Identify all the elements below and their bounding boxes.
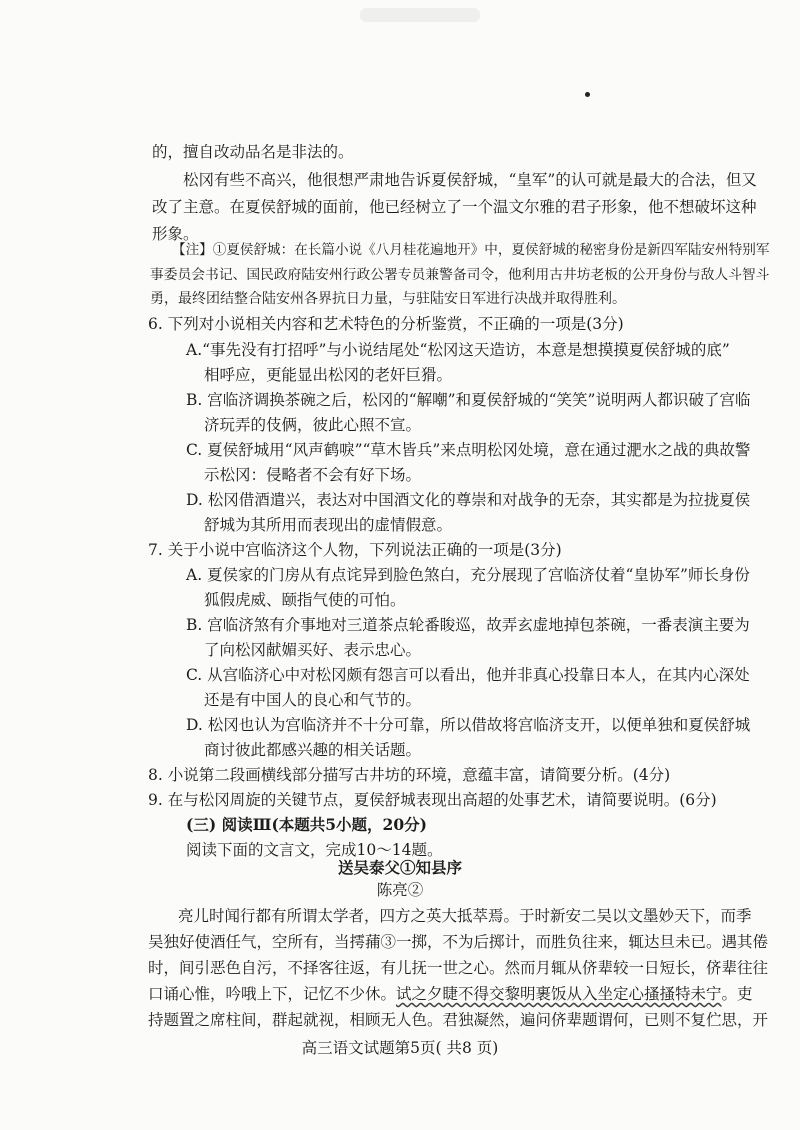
- ink-dot: [585, 92, 590, 97]
- question-8: 8. 小说第二段画横线部分描写古井坊的环境，意蕴丰富，请简要分析。(4分): [148, 766, 671, 784]
- passage-line: 的，擅自改动品名是非法的。: [152, 143, 354, 161]
- q7-option-a: A. 夏侯家的门房从有点诧异到脸色煞白，充分展现了宫临济仗着“皇协军”师长身份: [186, 566, 750, 584]
- classical-line: [148, 984, 753, 1004]
- q7-option-b-cont: 了向松冈献媚买好、表示忠心。: [204, 641, 422, 659]
- q7-option-d-cont: 商讨彼此都感兴趣的相关话题。: [204, 741, 422, 759]
- classical-line: 时，间引恶色自污，不择客往返，有儿抚一世之心。然而月辄从侪辈较一日短长，侪辈往往: [148, 959, 769, 977]
- classical-line: 亮儿时闻行都有所谓太学者，四方之英大抵萃焉。于时新安二吴以文墨妙天下，而季: [178, 907, 752, 925]
- section-heading: (三) 阅读Ⅲ(本题共5小题，20分): [186, 815, 427, 834]
- q7-option-c-cont: 还是有中国人的良心和气节的。: [204, 691, 422, 709]
- classical-line: 吴独好使酒任气，空所有，当摴蒱③一掷，不为后掷计，而胜负往来，辄达旦未已。遇其倦: [148, 933, 769, 951]
- classical-title: 送吴泰父①知县序: [337, 858, 462, 877]
- q7-option-a-cont: 狐假虎威、颐指气使的可怕。: [204, 591, 406, 609]
- question-9: 9. 在与松冈周旋的关键节点，夏侯舒城表现出高超的处事艺术，请简要说明。(6分): [148, 791, 717, 809]
- passage-line: 松冈有些不高兴，他很想严肃地告诉夏侯舒城，“皇军”的认可就是最大的合法，但又: [183, 171, 757, 189]
- passage-line: 改了主意。在夏侯舒城的面前，他已经树立了一个温文尔雅的君子形象，他不想破坏这种: [152, 198, 757, 216]
- footnote-line: 【注】①夏侯舒城：在长篇小说《八月桂花遍地开》中，夏侯舒城的秘密身份是新四军陆安州特别军: [172, 242, 770, 258]
- footnote-line: 事委员会书记、国民政府陆安州行政公署专员兼警备司令，他利用古井坊老板的公开身份与敌人斗智斗: [150, 267, 770, 283]
- q6-option-d-cont: 舒城为其所用而表现出的虚情假意。: [204, 516, 453, 534]
- q6-option-b-cont: 济玩弄的伎俩，彼此心照不宣。: [204, 416, 422, 434]
- scan-shadow: [360, 8, 480, 22]
- footnote-line: 勇，最终团结整合陆安州各界抗日力量，与驻陆安日军进行决战并取得胜利。: [150, 291, 626, 307]
- passage-line: 形象。: [152, 225, 199, 243]
- q6-option-c-cont: 示松冈：侵略者不会有好下场。: [204, 466, 422, 484]
- underlined-sentence: 试之夕睫不得交黎明裹饭从入坐定心搔搔特未宁: [396, 985, 722, 1003]
- q6-option-d: D. 松冈借酒遣兴，表达对中国酒文化的尊崇和对战争的无奈，其实都是为拉拢夏侯: [186, 491, 751, 509]
- classical-text: 口诵心惟，吟哦上下，记忆不少休。: [148, 985, 397, 1003]
- q7-option-c: C. 从宫临济心中对松冈颇有怨言可以看出，他并非真心投靠日本人，在其内心深处: [186, 666, 750, 684]
- q6-option-a-cont: 相呼应，更能显出松冈的老奸巨猾。: [204, 366, 453, 384]
- q7-option-d: D. 松冈也认为宫临济并不十分可靠，所以借故将宫临济支开，以便单独和夏侯舒城: [186, 716, 751, 734]
- classical-author: 陈亮②: [376, 881, 424, 899]
- section-instruction: 阅读下面的文言文，完成10～14题。: [186, 841, 443, 859]
- page-footer: 高三语文试题第5页( 共8 页): [301, 1039, 499, 1057]
- q6-option-b: B. 宫临济调换茶碗之后，松冈的“解嘲”和夏侯舒城的“笑笑”说明两人都识破了宫临: [186, 391, 751, 409]
- q7-option-b: B. 宫临济煞有介事地对三道茶点轮番睃巡，故弄玄虚地掉包茶碗，一番表演主要为: [186, 616, 750, 634]
- q6-option-c: C. 夏侯舒城用“风声鹤唳”“草木皆兵”来点明松冈处境，意在通过淝水之战的典故警: [186, 441, 751, 459]
- classical-line: 持题置之席柱间，群起就视，相顾无人色。君独凝然，遍问侪辈题谓何，已则不复伫思，开: [148, 1011, 769, 1029]
- classical-text: 。吏: [721, 985, 753, 1003]
- q6-option-a: A.“事先没有打招呼”与小说结尾处“松冈这天造访，本意是想摸摸夏侯舒城的底”: [186, 341, 730, 359]
- question-7-stem: 7. 关于小说中宫临济这个人物，下列说法正确的一项是(3分): [148, 541, 562, 559]
- question-6-stem: 6. 下列对小说相关内容和艺术特色的分析鉴赏，不正确的一项是(3分): [148, 315, 624, 333]
